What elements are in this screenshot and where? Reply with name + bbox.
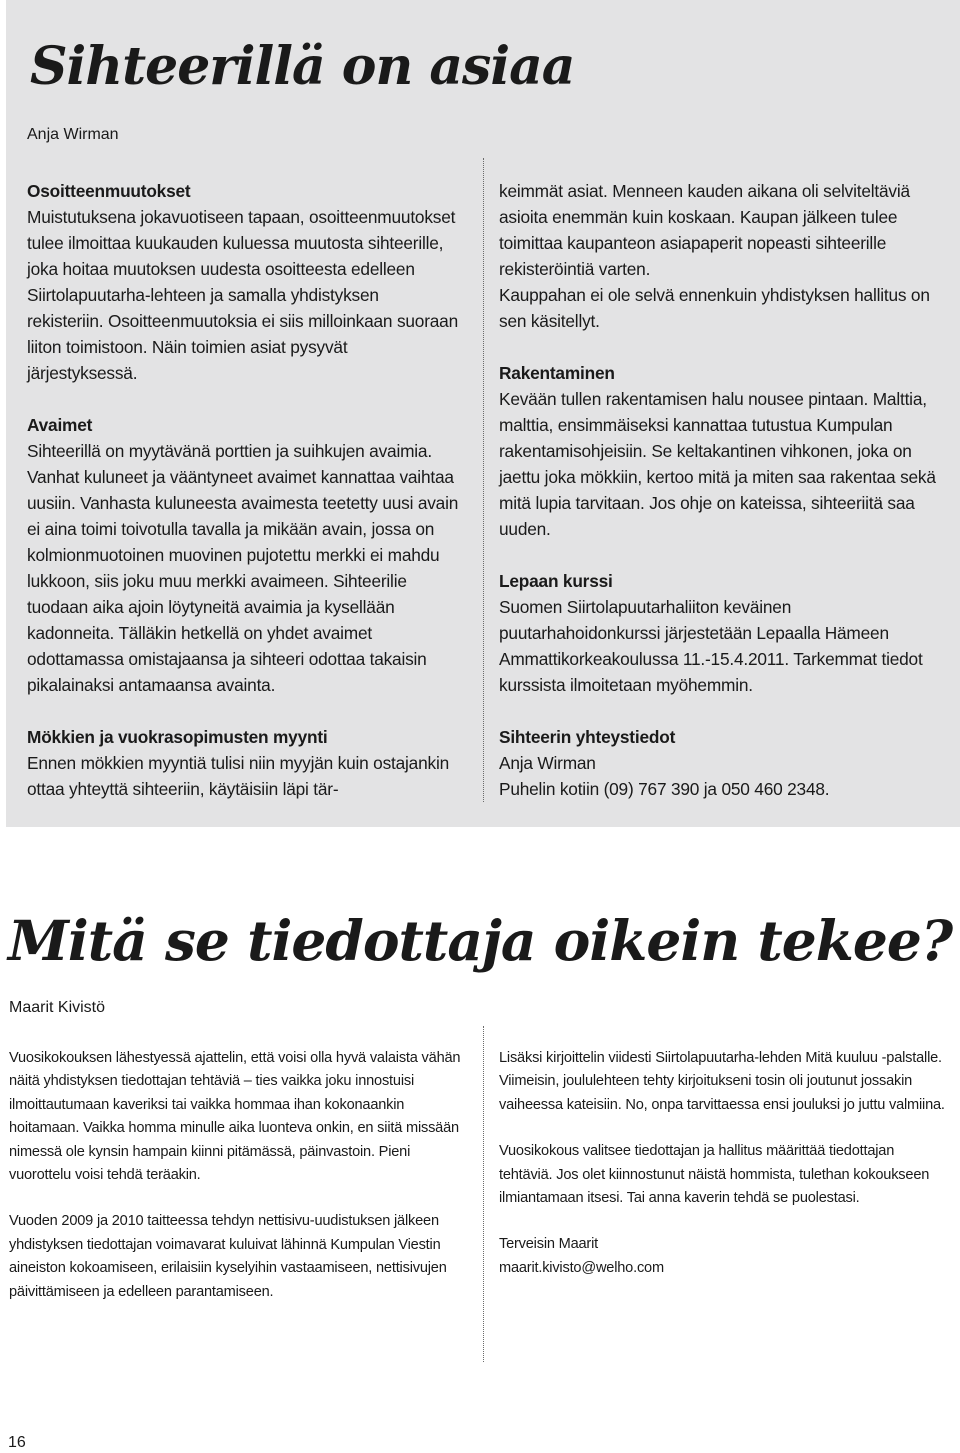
article-2-title: Mitä se tiedottaja oikein tekee? <box>8 908 953 973</box>
section-heading-contact: Sihteerin yhteystiedot <box>499 727 676 747</box>
signoff: Terveisin Maarit <box>499 1236 598 1253</box>
section-heading-cottage-sales: Mökkien ja vuokrasopimusten myynti <box>27 727 328 747</box>
section-text-lepaa-course: Suomen Siirtolapuutarhaliiton keväinen puutarhahoidonkurssi järjestetään Lepaalla Hämeen Ammattikorkeakoulussa 11.-15.4.2011. Tarkemmat tiedot kurssista ilmoitetaan myöhemmin. <box>499 597 923 695</box>
article-1-column-right <box>499 178 939 802</box>
section-heading-building: Rakentaminen <box>499 363 615 383</box>
article-1-title: Sihteerillä on asiaa <box>30 36 575 97</box>
paragraph: Lisäksi kirjoittelin viidesti Siirtolapuutarha-lehden Mitä kuuluu -palstalle. Viimeisin, joululehteen tehty kirjoitukseni tosin oli joutunut jossakin vaiheessa kateisiin. No, onpa tarvittaessa ensi jouluksi jo juttu valmiina. <box>499 1050 945 1113</box>
section-text-building: Kevään tullen rakentamisen halu nousee pintaan. Malttia, malttia, ensimmäiseksi kannattaa tutustua Kumpulan rakentamisohjeisiin. Se keltakantinen vihkonen, joka on jaettu joka mökkiin, kertoo mitä ja miten saa rakentaa sekä mitä lupia tarvitaan. Jos ohje on kateissa, sihteeriitä saa uuden. <box>499 389 936 539</box>
column-divider <box>483 1026 484 1362</box>
section-heading-lepaa-course: Lepaan kurssi <box>499 571 613 591</box>
page-number: 16 <box>8 1434 26 1451</box>
article-1-author: Anja Wirman <box>27 126 119 143</box>
article-2-column-right <box>499 1047 949 1280</box>
section-text-keys: Sihteerillä on myytävänä porttien ja suihkujen avaimia. Vanhat kuluneet ja vääntyneet avaimet kannattaa vaihtaa uusiin. Vanhasta kuluneesta avaimesta teetetty uusi avain ei aina toimi toivotulla tavalla ja mikään avain, jossa on kolmionmuotoinen muovinen pujotettu merkki ei mahdu lukkoon, siis joku muu merkki avaimeen. Sihteerilie tuodaan aika ajoin löytyneitä avaimia ja kysellään kadonneita. Tälläkin hetkellä on yhdet avaimet odottamassa omistajaansa ja sihteeri odottaa takaisin pikalainaksi antamaansa avainta. <box>27 441 459 695</box>
contact-name: Anja Wirman <box>499 753 596 773</box>
section-text-address-changes: Muistutuksena jokavuotiseen tapaan, osoitteenmuutokset tulee ilmoittaa kuukauden kuluessa muutosta sihteerille, joka hoitaa muutoksen uudesta osoitteesta edelleen Siirtolapuutarha-lehteen ja samalla yhdistyksen rekisteriin. Osoitteenmuutoksia ei siis milloinkaan suoraan liiton toimistoon. Näin toimien asiat pysyvät järjestyksessä. <box>27 207 458 383</box>
paragraph: Vuosikokous valitsee tiedottajan ja hallitus määrittää tiedottajan tehtäviä. Jos olet kiinnostunut näistä hommista, tulethan kokoukseen ilmiantamaan itsesi. Tai anna kaverin tehdä se puolestasi. <box>499 1143 930 1207</box>
article-2-column-left <box>9 1047 467 1304</box>
article-2-author: Maarit Kivistö <box>9 999 106 1016</box>
section-text-cottage-sales-board: Kauppahan ei ole selvä ennenkuin yhdistyksen hallitus on sen käsitellyt. <box>499 285 930 331</box>
article-1-column-left <box>27 178 459 802</box>
paragraph: Vuosikokouksen lähestyessä ajattelin, että voisi olla hyvä valaista vähän näitä yhdistyksen tiedottajan tehtäviä – ties vaikka joku innostuisi ilmoittautumaan kaveriksi tai vaikka hommaa ihan kokonaankin hoitamaan. Vaikka homma minulle aika luonteva onkin, en siitä missään nimessä ole kynsin hampain kiinni pitämässä, päinvastoin. Pieni vuorottelu voisi tehdä teräakin. <box>9 1050 461 1184</box>
column-divider <box>483 158 484 802</box>
section-heading-address-changes: Osoitteenmuutokset <box>27 181 191 201</box>
contact-phone: Puhelin kotiin (09) 767 390 ja 050 460 2348. <box>499 779 830 799</box>
section-heading-keys: Avaimet <box>27 415 93 435</box>
email-address: maarit.kivisto@welho.com <box>499 1259 664 1276</box>
section-text-cottage-sales: Ennen mökkien myyntiä tulisi niin myyjän kuin ostajankin ottaa yhteyttä sihteeriin, käytäisiin läpi tär- <box>27 753 449 799</box>
section-text-cottage-sales-continued: keimmät asiat. Menneen kauden aikana oli selviteltäviä asioita enemmän kuin koskaan. Kaupan jälkeen tulee toimittaa kaupanteon asiapaperit nopeasti sihteerille rekisteröintiä varten. <box>499 181 910 279</box>
paragraph: Vuoden 2009 ja 2010 taitteessa tehdyn nettisivu-uudistuksen jälkeen yhdistyksen tiedottajan voimavarat kuluivat lähinnä Kumpulan Viestin aineiston kokoamiseen, erilaisiin kyselyihin vastaamiseen, nettisivujen päivittämiseen ja edelleen parantamiseen. <box>9 1213 447 1300</box>
